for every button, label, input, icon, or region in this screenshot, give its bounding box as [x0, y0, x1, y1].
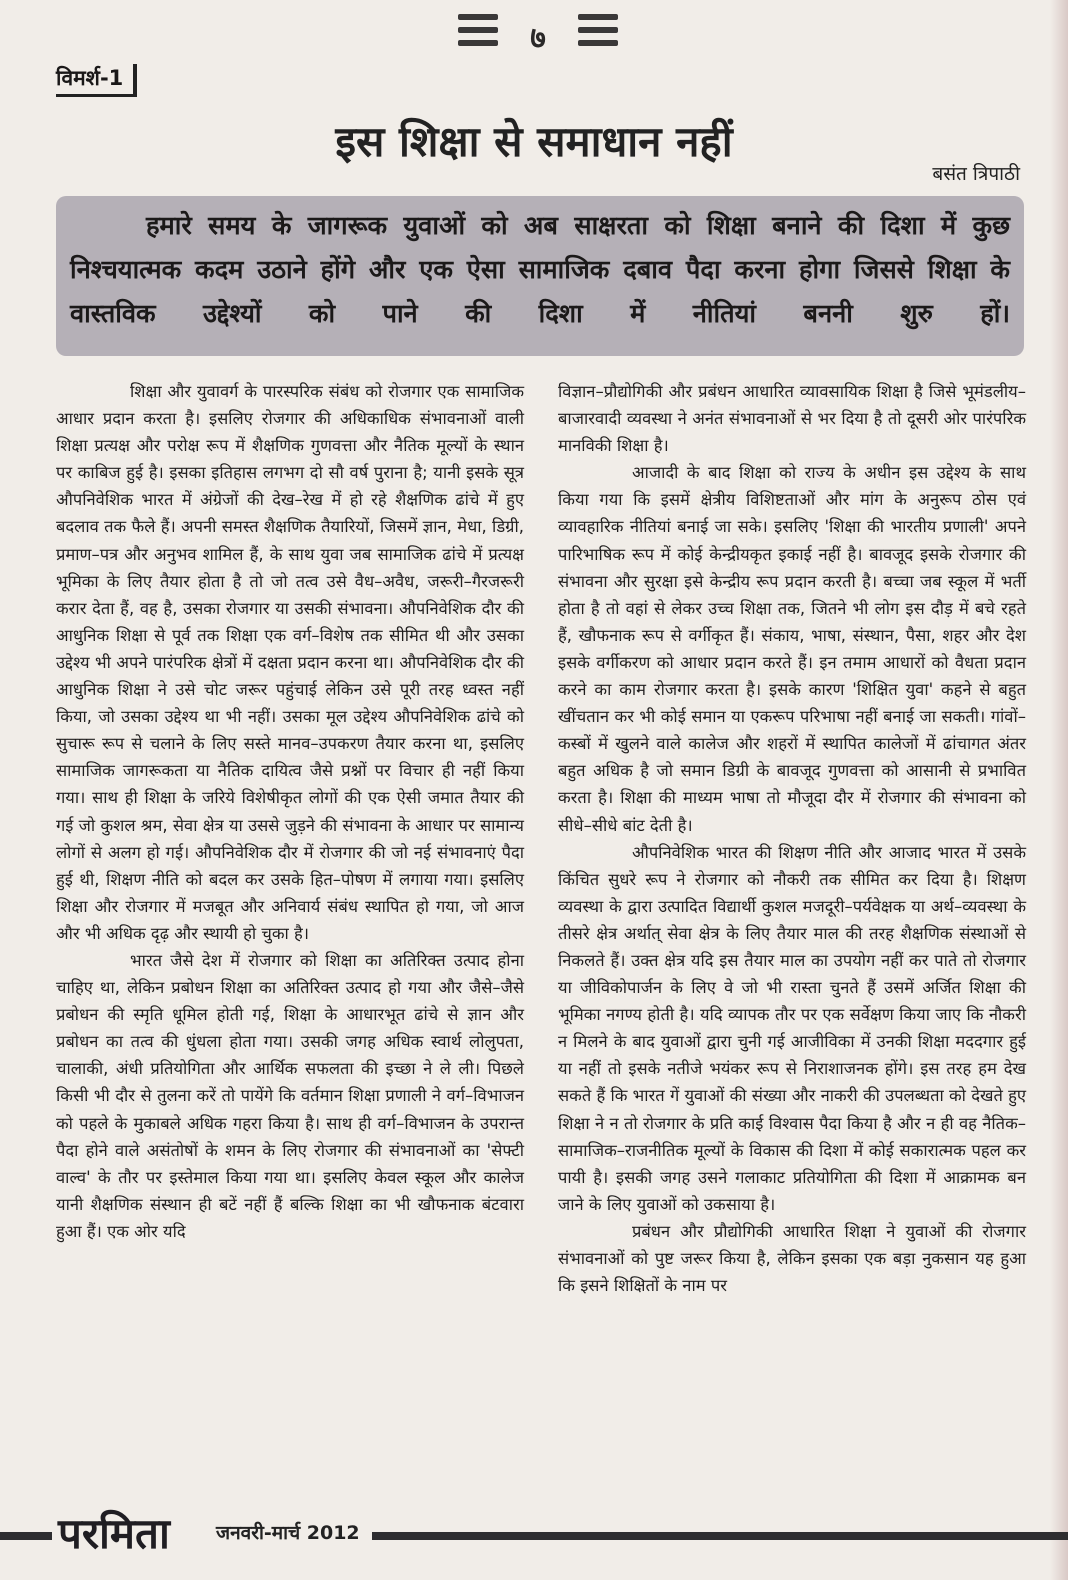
page-number: ७ — [530, 21, 546, 56]
right-paragraph-2: आजादी के बाद शिक्षा को राज्य के अधीन इस उद्देश्य के साथ किया गया कि इसमें क्षेत्रीय विशिष्टताओं और मांग के अनुरूप ठोस एवं व्यावहारिक नीतियां बनाई जा सके। इसलिए 'शिक्षा की भारतीय प्रणाली' अपने पारिभाषिक रूप में कोई केन्द्रीयकृत इकाई नहीं है। बावजूद इसके रोजगार की संभावना और सुरक्षा इसे केन्द्रीय रूप प्रदान करती है। बच्चा जब स्कूल में भर्ती होता है तो वहां से लेकर उच्च शिक्षा तक, जितने भी लोग इस दौड़ में बचे रहते हैं, खौफनाक रूप से वर्गीकृत हैं। संकाय, भाषा, संस्थान, पैसा, शहर और देश इसके वर्गीकरण को आधार प्रदान करते हैं। इन तमाम आधारों को वैधता प्रदान करने का काम रोजगार करता है। इसके कारण 'शिक्षित युवा' कहने से बहुत खींचतान कर भी कोई समान या एकरूप परिभाषा नहीं बनाई जा सकती। गांवों–कस्बों में खुलने वाले कालेज और शहरों में स्थापित कालेजों में ढांचागत अंतर बहुत अधिक है जो समान डिग्री के बावजूद गुणवत्ता को आसानी से प्रभावित करता है। शिक्षा की माध्यम भाषा तो मौजूदा दौर में रोजगार की संभावना को सीधे–सीधे बांट देती है। — [558, 463, 1026, 835]
ornament-bars-right — [578, 14, 618, 53]
footer-rule-left — [0, 1532, 52, 1540]
right-paragraph-3: औपनिवेशिक भारत की शिक्षण नीति और आजाद भारत में उसके किंचित सुधरे रूप ने रोजगार को नौकरी तक सीमित कर दिया है। शिक्षण व्यवस्था के द्वारा उत्पादित विद्यार्थी कुशल मजदूरी–पर्यवेक्षक या अर्थ–व्यवस्था के तीसरे क्षेत्र अर्थात् सेवा क्षेत्र के लिए तैयार माल की तरह शैक्षणिक संस्थाओं से निकलते हैं। उक्त क्षेत्र यदि इस तैयार माल का उपयोग नहीं कर पाते तो रोजगार या जीविकोपार्जन के लिए वे जो भी रास्ता चुनते हैं उसमें अर्जित शिक्षा की भूमिका नगण्य होती है। यदि व्यापक तौर पर एक सर्वेक्षण किया जाए कि नौकरी न मिलने के बाद युवाओं द्वारा चुनी गई आजीविका में उनकी शिक्षा मददगार हुई या नहीं तो इसके नतीजे भयंकर रूप से निराशाजनक होंगे। इस तरह हम देख सकते हैं कि भारत गें युवाओं की संख्या और नाकरी की उपलब्धता को देखते हुए शिक्षा ने न तो रोजगार के प्रति काई विश्वास पैदा किया है और न ही वह नैतिक–सामाजिक–राजनीतिक मूल्यों के विकास की दिशा में कोई सकारात्मक पहल कर पायी है। इसकी जगह उसने गलाकाट प्रतियोगिता की दिशा में आक्रामक बन जाने के लिए युवाओं को उकसाया है। — [558, 842, 1026, 1214]
left-paragraph-1: शिक्षा और युवावर्ग के पारस्परिक संबंध को रोजगार एक सामाजिक आधार प्रदान करता है। इसलिए रोजगार की अधिकाधिक संभावनाओं वाली शिक्षा प्रत्यक्ष और परोक्ष रूप में शैक्षणिक गुणवत्ता और नैतिक मूल्यों के स्थान पर काबिज हुई है। इसका इतिहास लगभग दो सौ वर्ष पुराना है; यानी इसके सूत्र औपनिवेशिक भारत में अंग्रेजों की देख–रेख में हो रहे शैक्षणिक ढांचे में हुए बदलाव तक फैले हैं। अपनी समस्त शैक्षणिक तैयारियों, जिसमें ज्ञान, मेधा, डिग्री, प्रमाण–पत्र और अनुभव शामिल हैं, के साथ युवा जब सामाजिक ढांचे में प्रत्यक्ष भूमिका के लिए तैयार होता है तो जो तत्व उसे वैध–अवैध, जरूरी–गैरजरूरी करार देता हैं, वह है, उसका रोजगार या उसकी संभावना। औपनिवेशिक दौर की आधुनिक शिक्षा से पूर्व तक शिक्षा एक वर्ग–विशेष तक सीमित थी और उसका उद्देश्य भी अपने पारंपरिक क्षेत्रों में दक्षता प्रदान करना था। औपनिवेशिक दौर की आधुनिक शिक्षा ने उसे चोट जरूर पहुंचाई लेकिन उसे पूरी तरह ध्वस्त नहीं किया, जो उसका उद्देश्य था भी नहीं। उसका मूल उद्देश्य औपनिवेशिक ढांचे को सुचारू रूप से चलाने के लिए सस्ते मानव–उपकरण तैयार करना था, इसलिए सामाजिक जागरूकता या नैतिक दायित्व जैसे प्रश्नों पर विचार ही नहीं किया गया। साथ ही शिक्षा के जरिये विशेषीकृत लोगों की एक ऐसी जमात तैयार की गई जो कुशल श्रम, सेवा क्षेत्र या उससे जुड़ने की संभावना के आधार पर सामान्य लोगों से अलग हो गई। औपनिवेशिक दौर में रोजगार की जो नई संभावनाएं पैदा हुई थी, शिक्षण नीति को बदल कर उसके हित–पोषण में लगाया गया। इसलिए शिक्षा और रोजगार में मजबूत और अनिवार्य संबंध स्थापित हो गया, जो आज और भी अधिक दृढ़ और स्थायी हो चुका है। — [56, 382, 524, 943]
author-name: बसंत त्रिपाठी — [932, 163, 1020, 185]
article-headline: इस शिक्षा से समाधान नहीं — [335, 117, 733, 166]
pull-quote-content: हमारे समय के जागरूक युवाओं को अब साक्षरता को शिक्षा बनाने की दिशा में कुछ निश्चयात्मक कदम उठाने होंगे और एक ऐसा सामाजिक दबाव पैदा करना होगा जिससे शिक्षा के वास्तविक उद्देश्यों को पाने की दिशा में नीतियां बननी शुरु हों। — [70, 211, 1010, 329]
right-paragraph-4: प्रबंधन और प्रौद्योगिकी आधारित शिक्षा ने युवाओं की रोजगार संभावनाओं को पुष्ट जरूर किया है, लेकिन इसका एक बड़ा नुकसान यह हुआ कि इसने शिक्षितों के नाम पर — [558, 1221, 1026, 1296]
page-number-ornament — [458, 10, 618, 62]
right-column — [558, 378, 1026, 1299]
ornament-bars-left — [458, 14, 498, 53]
left-paragraph-2: भारत जैसे देश में रोजगार को शिक्षा का अतिरिक्त उत्पाद होना चाहिए था, लेकिन प्रबोधन शिक्षा का अतिरिक्त उत्पाद हो गया और जैसे–जैसे प्रबोधन की स्मृति धूमिल होती गई, शिक्षा के आधारभूत ढांचे से ज्ञान और प्रबोधन का तत्व की धुंधला होता गया। उसकी जगह अधिक स्वार्थ लोलुपता, चालाकी, अंधी प्रतियोगिता और आर्थिक सफलता की इच्छा ने ले ली। पिछले किसी भी दौर से तुलना करें तो पायेंगे कि वर्तमान शिक्षा प्रणाली ने वर्ग–विभाजन को पहले के मुकाबले अधिक गहरा किया है। साथ ही वर्ग–विभाजन के उपरान्त पैदा होने वाले असंतोषों के शमन के लिए रोजगार की संभावनाओं का 'सेफ्टी वाल्व' के तौर पर इस्तेमाल किया गया था। इसलिए केवल स्कूल और कालेज यानी शैक्षणिक संस्थान ही बटें नहीं हैं बल्कि शिक्षा का भी खौफनाक बंटवारा हुआ हैं। एक ओर यदि — [56, 950, 524, 1241]
issue-date: जनवरी-मार्च 2012 — [216, 1522, 360, 1544]
right-paragraph-1: विज्ञान–प्रौद्योगिकी और प्रबंधन आधारित व्यावसायिक शिक्षा है जिसे भूमंडलीय–बाजारवादी व्यवस्था ने अनंत संभावनाओं से भर दिया है तो दूसरी ओर पारंपरिक मानविकी शिक्षा है। — [558, 382, 1026, 456]
page-edge-shadow — [1050, 0, 1068, 1580]
pull-quote-text — [70, 204, 1010, 336]
magazine-logo: परमिता — [58, 1509, 170, 1558]
section-tag: विमर्श-1 — [56, 64, 137, 97]
left-column — [56, 378, 524, 1245]
footer-rule-right — [372, 1532, 1068, 1540]
pull-quote-box — [56, 196, 1024, 356]
